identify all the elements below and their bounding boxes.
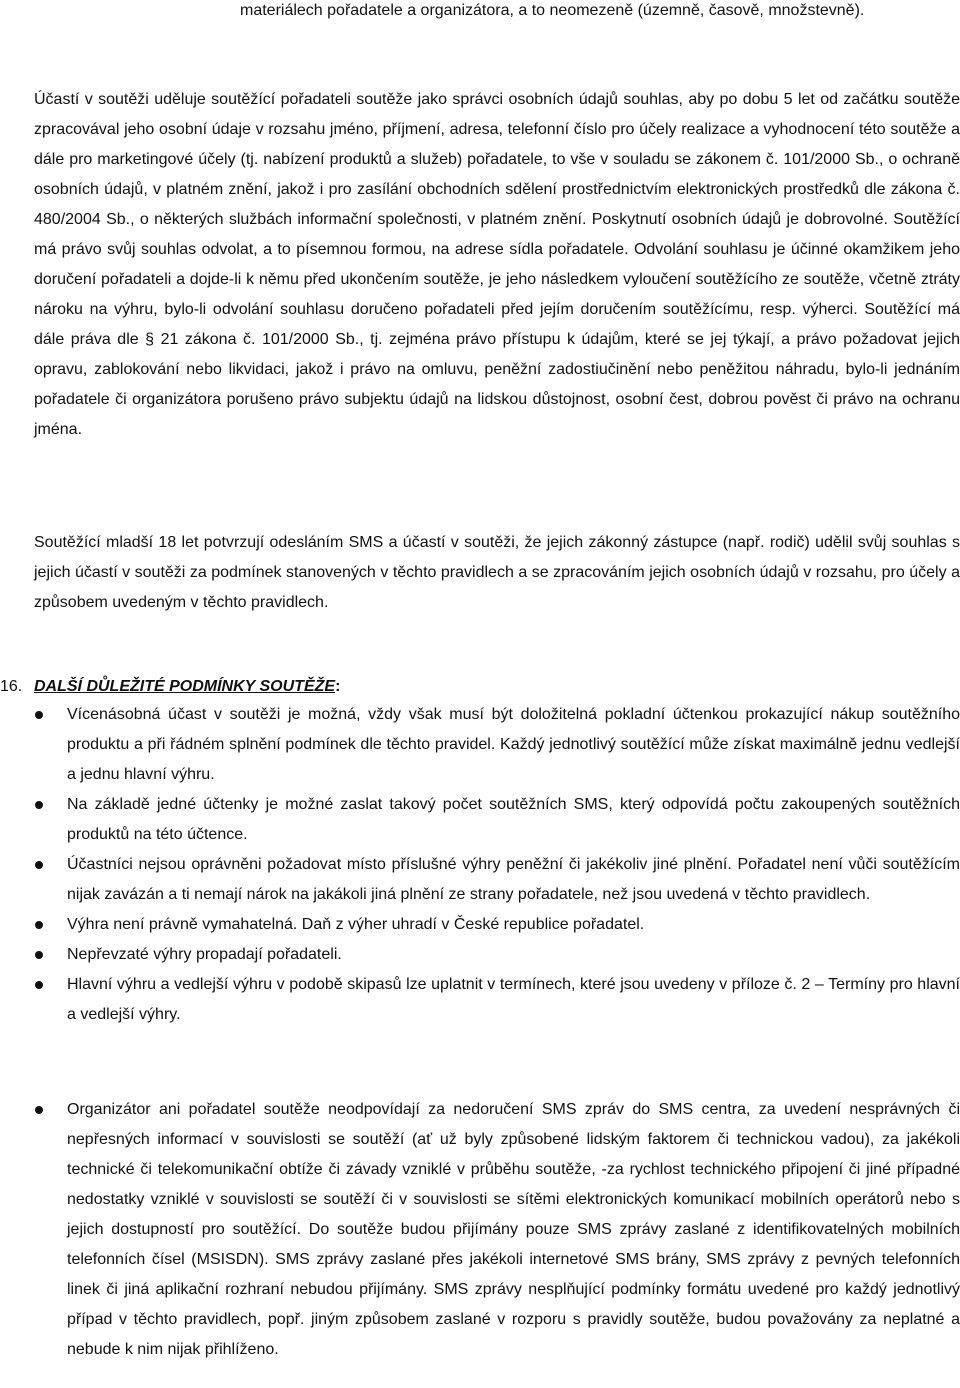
- consent-paragraph: Účastí v soutěži uděluje soutěžící pořadateli soutěže jako správci osobních údajů souhlas, aby po dobu 5 let od začátku soutěže zpracovával jeho osobní údaje v rozsahu jméno, příjmení, adresa, telefonní číslo pro účely realizace a vyhodnocení této soutěže a dále pro marketingové účely (tj. nabízení produktů a služeb) pořadatele, to vše v souladu se zákonem č. 101/2000 Sb., o ochraně osobních údajů, v platném znění, jakož i pro zasílání obchodních sdělení prostřednictvím elektronických prostředků dle zákona č. 480/2004 Sb., o některých službách informační společnosti, v platném znění. Poskytnutí osobních údajů je dobrovolné. Soutěžící má právo svůj souhlas odvolat, a to písemnou formou, na adrese sídla pořadatele. Odvolání souhlasu je účinné okamžikem jeho doručení pořadateli a dojde-li k němu před ukončením soutěže, je jeho následkem vyloučení soutěžícího ze soutěže, včetně ztráty nároku na výhru, bylo-li odvolání souhlasu doručeno pořadateli před jejím doručením soutěžícímu, resp. výherci. Soutěžící má dále práva dle § 21 zákona č. 101/2000 Sb., tj. zejména právo přístupu k údajům, které se jej týkají, a právo požadovat jejich opravu, zablokování nebo likvidaci, jakož i právo na omluvu, peněžní zadostiučinění nebo peněžitou náhradu, bylo-li jednáním pořadatele či organizátora porušeno právo subjektu údajů na lidskou důstojnost, osobní čest, dobrou pověst či právo na ochranu jména.: [34, 91, 960, 438]
- list-item-text: Nepřevzaté výhry propadají pořadateli.: [67, 946, 342, 963]
- section-title-colon: :: [335, 678, 341, 695]
- list-item-text: Vícenásobná účast v soutěži je možná, vždy však musí být doložitelná pokladní účtenkou prokazující nákup soutěžního produktu a při řádném splnění podmínek dle těchto pravidel. Každý jednotlivý soutěžící může získat maximálně jednu vedlejší a jednu hlavní výhru.: [67, 706, 960, 783]
- liability-list: [0, 1095, 960, 1365]
- bullet-icon: [35, 1106, 43, 1114]
- list-item-text: Účastníci nejsou oprávněni požadovat místo příslušné výhry peněžní či jakékoliv jiné plnění. Pořadatel není vůči soutěžícím nijak zavázán a ti nemají nárok na jakákoli jiná plnění ze strany pořadatele, než jsou uvedená v těchto pravidlech.: [67, 856, 960, 903]
- list-item: [0, 850, 960, 910]
- list-item: [0, 700, 960, 790]
- bullet-icon: [35, 981, 43, 989]
- section-title: DALŠÍ DŮLEŽITÉ PODMÍNKY SOUTĚŽE: [34, 678, 336, 695]
- section-heading: [0, 672, 960, 702]
- conditions-list: [0, 700, 960, 1030]
- list-item-text: Na základě jedné účtenky je možné zaslat takový počet soutěžních SMS, který odpovídá počtu zakoupených soutěžních produktů na této účtence.: [67, 796, 960, 843]
- bullet-icon: [35, 951, 43, 959]
- list-item-text: Výhra není právně vymahatelná. Daň z výher uhradí v České republice pořadatel.: [67, 916, 645, 933]
- section-title-wrap: [34, 672, 340, 702]
- list-item: [0, 790, 960, 850]
- list-item: [0, 1095, 960, 1365]
- list-item: [0, 910, 960, 940]
- bullet-icon: [35, 861, 43, 869]
- section-number: 16.: [0, 678, 23, 695]
- list-item-text: Organizátor ani pořadatel soutěže neodpovídají za nedoručení SMS zpráv do SMS centra, za uvedení nesprávných či nepřesných informací v souvislosti se soutěží (ať už byly způsobené lidským faktorem či technickou vadou), za jakékoli technické či telekomunikační obtíže či závady vzniklé v průběhu soutěže, -za rychlost technického připojení či jiné případné nedostatky vzniklé v souvislosti se soutěží či v souvislosti se sítěmi elektronických komunikací mobilních operátorů nebo s jejich dostupností pro soutěžící. Do soutěže budou přijímány pouze SMS zprávy zaslané z identifikovatelných mobilních telefonních čísel (MSISDN). SMS zprávy zaslané přes jakékoli internetové SMS brány, SMS zprávy z pevných telefonních linek či jiná aplikační rozhraní nebudou přijímány. SMS zprávy nesplňující podmínky formátu uvedené pro každý jednotlivý případ v těchto pravidlech, popř. jiným způsobem zaslané v rozporu s pravidly soutěže, budou považovány za neplatné a nebude k nim nijak přihlíženo.: [67, 1101, 960, 1358]
- list-item: [0, 940, 960, 970]
- continuation-text: materiálech pořadatele a organizátora, a to neomezeně (územně, časově, množstevně).: [240, 2, 865, 19]
- bullet-icon: [35, 711, 43, 719]
- bullet-icon: [35, 921, 43, 929]
- list-item-text: Hlavní výhru a vedlejší výhru v podobě skipasů lze uplatnit v termínech, které jsou uvedeny v příloze č. 2 – Termíny pro hlavní a vedlejší výhry.: [67, 976, 960, 1023]
- list-item: [0, 970, 960, 1030]
- minors-paragraph: Soutěžící mladší 18 let potvrzují odesláním SMS a účastí v soutěži, že jejich zákonný zástupce (např. rodič) udělil svůj souhlas s jejich účastí v soutěži za podmínek stanovených v těchto pravidlech a se zpracováním jejich osobních údajů v rozsahu, pro účely a způsobem uvedeným v těchto pravidlech.: [34, 534, 960, 611]
- bullet-icon: [35, 801, 43, 809]
